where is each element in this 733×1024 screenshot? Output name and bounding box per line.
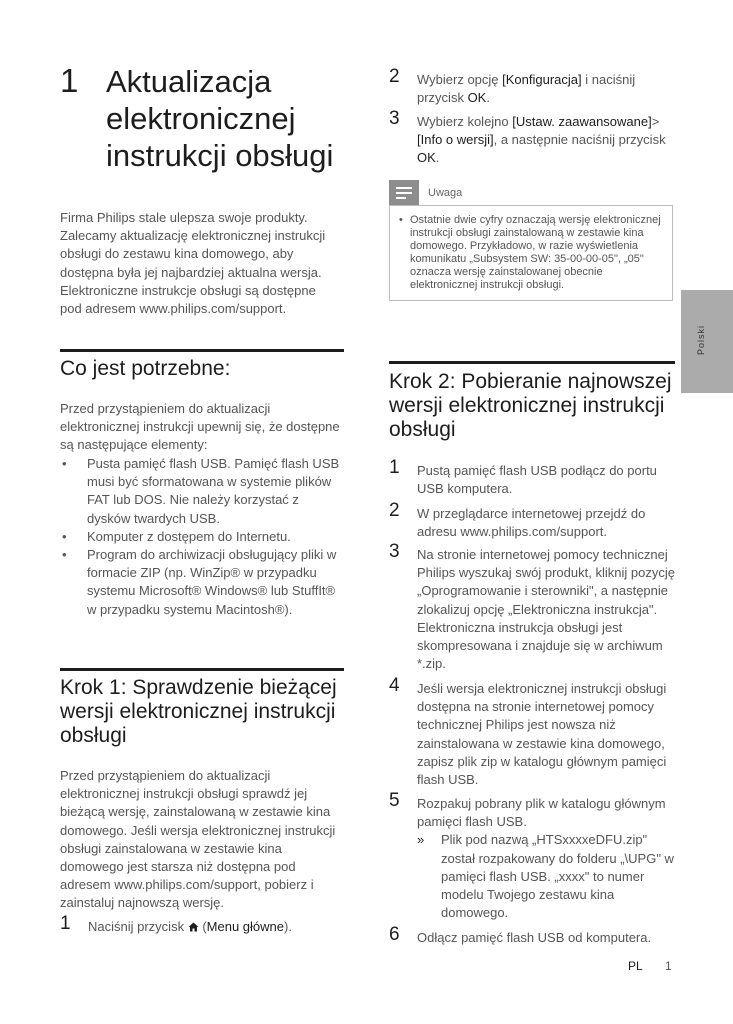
- step-number: 2: [389, 66, 400, 87]
- step1-heading: Krok 1: Sprawdzenie bieżącej wersji elektronicznej instrukcji obsługi: [60, 676, 337, 747]
- step-result: [417, 831, 675, 922]
- step2-item-6: [389, 924, 675, 947]
- note-list: [397, 214, 662, 292]
- step-item-3: [389, 108, 675, 168]
- needs-list: [60, 455, 340, 619]
- language-tab: [681, 290, 733, 393]
- note-text: • Ostatnie dwie cyfry oznaczają wersję elektronicznej instrukcji obsługi zainstalowaną w zestawie kina domowego. Przykładowo, w razie wyświetlenia komunikatu „Subsystem SW: 35-00-00-05", „05" oznacza wersję zainstalowanej obecnie elektronicznej instrukcji obsługi.: [397, 214, 662, 292]
- chapter-title: Aktualizacja elektronicznej instrukcji obsługi: [106, 64, 334, 173]
- step2-item-3: [389, 541, 675, 673]
- step2-item-1: [389, 457, 675, 498]
- step-number: 5: [389, 790, 400, 811]
- language-tab-label: Polski: [696, 324, 706, 356]
- step-text: Naciśnij przycisk (Menu główne).: [88, 919, 292, 934]
- list-item: • Komputer z dostępem do Internetu.: [60, 528, 340, 546]
- step1-intro: Przed przystąpieniem do aktualizacji elektronicznej instrukcji obsługi sprawdź jej bieżącą wersję, zainstalowaną w zestawie kina domowego. Jeśli wersja elektronicznej instrukcji obsługi zainstalowana w zestawie kina domowego jest starsza niż dostępna pod adresem www.philips.com/support, pobierz i zainstaluj najnowszą wersję.: [60, 768, 336, 911]
- note-box: [389, 205, 673, 301]
- section-rule: [389, 361, 675, 364]
- step-number: 1: [60, 913, 71, 934]
- footer-language: PL: [628, 959, 643, 973]
- step-number: 3: [389, 108, 400, 129]
- chapter-number: 1: [60, 62, 79, 99]
- step-item-2: [389, 66, 675, 107]
- note-icon: [389, 180, 419, 206]
- section-rule: [60, 349, 344, 352]
- list-item: • Program do archiwizacji obsługujący pliki w formacie ZIP (np. WinZip® w przypadku systemu Microsoft® Windows® lub StuffIt® w przypadku systemu Macintosh®).: [60, 546, 340, 619]
- step1-item-1: [60, 913, 346, 936]
- step-text: Odłącz pamięć flash USB od komputera.: [417, 930, 652, 945]
- needs-intro: Przed przystąpieniem do aktualizacji elektronicznej instrukcji upewnij się, że dostępne są następujące elementy:: [60, 401, 340, 453]
- step2-item-2: [389, 500, 675, 541]
- step-number: 1: [389, 457, 400, 478]
- home-icon: [188, 922, 199, 932]
- step2-item-5: [389, 790, 675, 922]
- step-number: 6: [389, 924, 400, 945]
- step-text: Wybierz kolejno [Ustaw. zaawansowane]>[Info o wersji], a następnie naciśnij przycisk OK.: [417, 114, 666, 166]
- step-number: 4: [389, 675, 400, 696]
- step-number: 3: [389, 541, 400, 562]
- step-text: Rozpakuj pobrany plik w katalogu głównym pamięci flash USB.: [417, 796, 666, 830]
- step2-heading: Krok 2: Pobieranie najnowszej wersji elektronicznej instrukcji obsługi: [389, 370, 672, 441]
- step-text: Wybierz opcję [Konfiguracja] i naciśnij przycisk OK.: [417, 72, 636, 106]
- step-text: W przeglądarce internetowej przejdź do adresu www.philips.com/support.: [417, 506, 646, 540]
- result-text: Plik pod nazwą „HTSxxxxeDFU.zip" został rozpakowany do folderu „\UPG" w pamięci flash USB. „xxxx" to numer modelu Twojego zestawu kina domowego.: [441, 832, 674, 921]
- step-number: 2: [389, 500, 400, 521]
- step2-item-4: [389, 675, 675, 789]
- note-header: [389, 180, 675, 206]
- note-label: Uwaga: [428, 187, 463, 199]
- needs-heading: Co jest potrzebne:: [60, 357, 231, 380]
- result-marker: »: [417, 832, 425, 848]
- section-rule: [60, 668, 344, 671]
- step-text: Na stronie internetowej pomocy technicznej Philips wyszukaj swój produkt, kliknij pozycję „Oprogramowanie i sterowniki", a następnie zlokalizuj opcję „Elektroniczna instrukcja". Elektroniczna instrukcja obsługi jest skompresowana i znajduje się w archiwum *.zip.: [417, 547, 675, 672]
- step-text: Pustą pamięć flash USB podłącz do portu USB komputera.: [417, 463, 657, 497]
- step-text: Jeśli wersja elektronicznej instrukcji obsługi dostępna na stronie internetowej pomocy technicznej Philips jest nowsza niż zainstalowana w zestawie kina domowego, zapisz plik zip w katalogu głównym pamięci flash USB.: [417, 681, 667, 788]
- page-number: 1: [665, 959, 672, 973]
- list-item: • Pusta pamięć flash USB. Pamięć flash USB musi być sformatowana w systemie plików FAT lub DOS. Nie należy korzystać z dysków twardych USB.: [60, 455, 340, 528]
- intro-paragraph: Firma Philips stale ulepsza swoje produkty. Zalecamy aktualizację elektronicznej instrukcji obsługi do zestawu kina domowego, aby dostępna była jej najbardziej aktualna wersja. Elektroniczne instrukcje obsługi są dostępne pod adresem www.philips.com/support.: [60, 210, 326, 317]
